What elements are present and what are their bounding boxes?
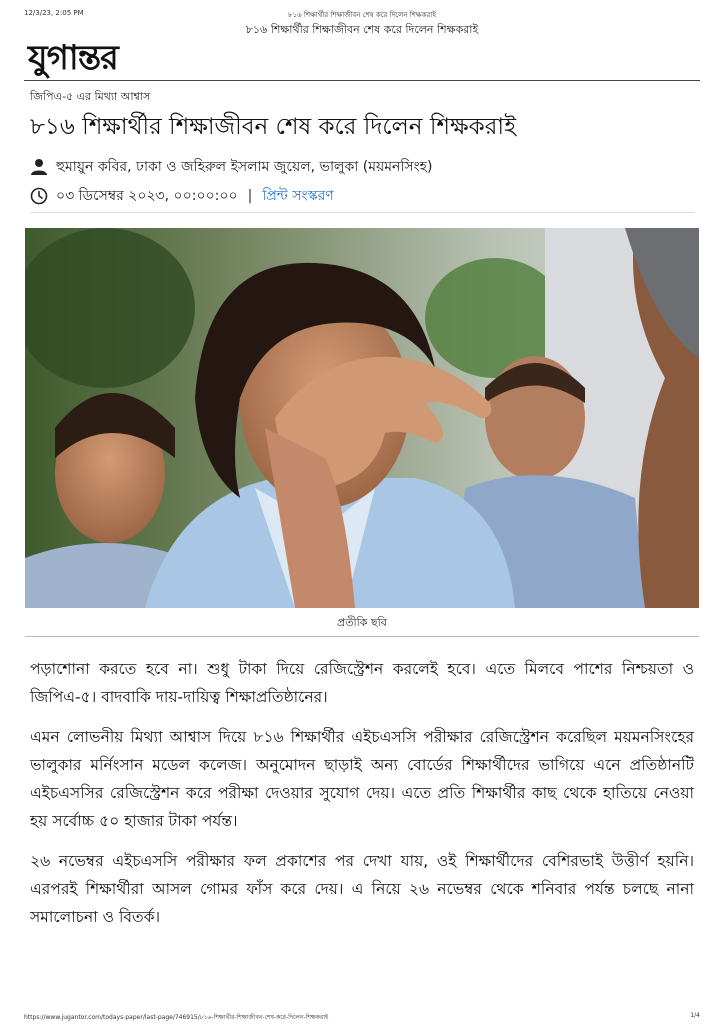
print-datetime: 12/3/23, 2:05 PM [24, 9, 84, 17]
paragraph: এমন লোভনীয় মিথ্যা আশ্বাস দিয়ে ৮১৬ শিক্ষার্থীর এইচএসসি পরীক্ষার রেজিস্ট্রেশন করেছিল ময়মনসিংহের ভালুকার মর্নিংসান মডেল কলেজ। অনুমোদন ছাড়াই অন্য বোর্ডের শিক্ষার্থীদের ভাগিয়ে এনে প্রতিষ্ঠানটি এইচএসসির রেজিস্ট্রেশন করে পরীক্ষা দেওয়ার সুযোগ দেয়। এতে প্রতি শিক্ষার্থীর কাছ থেকে হাতিয়ে নেওয়া হয় সর্বোচ্চ ৫০ হাজার টাকা পর্যন্ত। [30, 728, 694, 830]
article-body [30, 655, 694, 943]
paragraph: ২৬ নভেম্বর এইচএসসি পরীক্ষার ফল প্রকাশের পর দেখা যায়, ওই শিক্ষার্থীদের বেশিরভাই উত্তীর্ণ হয়নি। এরপরই শিক্ষার্থীরা আসল গোমর ফাঁস করে দেয়। এ নিয়ে ২৬ নভেম্বর থেকে শনিবার পর্যন্ত চলছে নানা সমালোচনা ও বিতর্ক। [30, 852, 694, 926]
article-category[interactable]: জিপিএ-৫ এর মিথ্যা আশ্বাস [30, 90, 151, 103]
paragraph: পড়াশোনা করতে হবে না। শুধু টাকা দিয়ে রেজিস্ট্রেশন করলেই হবে। এতে মিলবে পাশের নিশ্চয়তা ও জিপিএ-৫। বাদবাকি দায়-দায়িত্ব শিক্ষাপ্রতিষ্ঠানের। [30, 660, 694, 706]
header-divider [24, 80, 700, 81]
article-photo [25, 228, 699, 608]
author-row [30, 155, 694, 179]
print-edition-link[interactable]: প্রিন্ট সংস্করণ [262, 188, 334, 204]
article-author: হুমায়ুন কবির, ঢাকা ও জহিরুল ইসলাম জুয়েল, ভালুকা (ময়মনসিংহ) [56, 159, 433, 175]
clock-icon [30, 187, 48, 205]
print-tab-title: ৮১৬ শিক্ষার্থীর শিক্ষাজীবন শেষ করে দিলেন শিক্ষকরাই [288, 11, 436, 19]
article-headline: ৮১৬ শিক্ষার্থীর শিক্ষাজীবন শেষ করে দিলেন শিক্ষকরাই [30, 114, 517, 140]
caption-divider [25, 636, 699, 637]
image-caption: প্রতীকি ছবি [337, 616, 387, 629]
print-url: https://www.jugantor.com/todays-paper/last-page/746915/৮১৬-শিক্ষার্থীর-শিক্ষাজীবন-শেষ-করে-দিলেন-শিক্ষকরাই [24, 1014, 329, 1021]
date-row [30, 184, 694, 208]
article-date: ০৩ ডিসেম্বর ২০২৩, ০০:০০:০০ [56, 188, 238, 204]
meta-divider [30, 212, 694, 213]
user-icon [30, 158, 48, 176]
page-subtitle: ৮১৬ শিক্ষার্থীর শিক্ষাজীবন শেষ করে দিলেন শিক্ষকরাই [245, 23, 479, 36]
site-logo[interactable]: যুগান্তর [28, 38, 118, 78]
page-number: 1/4 [690, 1012, 700, 1019]
meta-separator: | [247, 188, 253, 204]
